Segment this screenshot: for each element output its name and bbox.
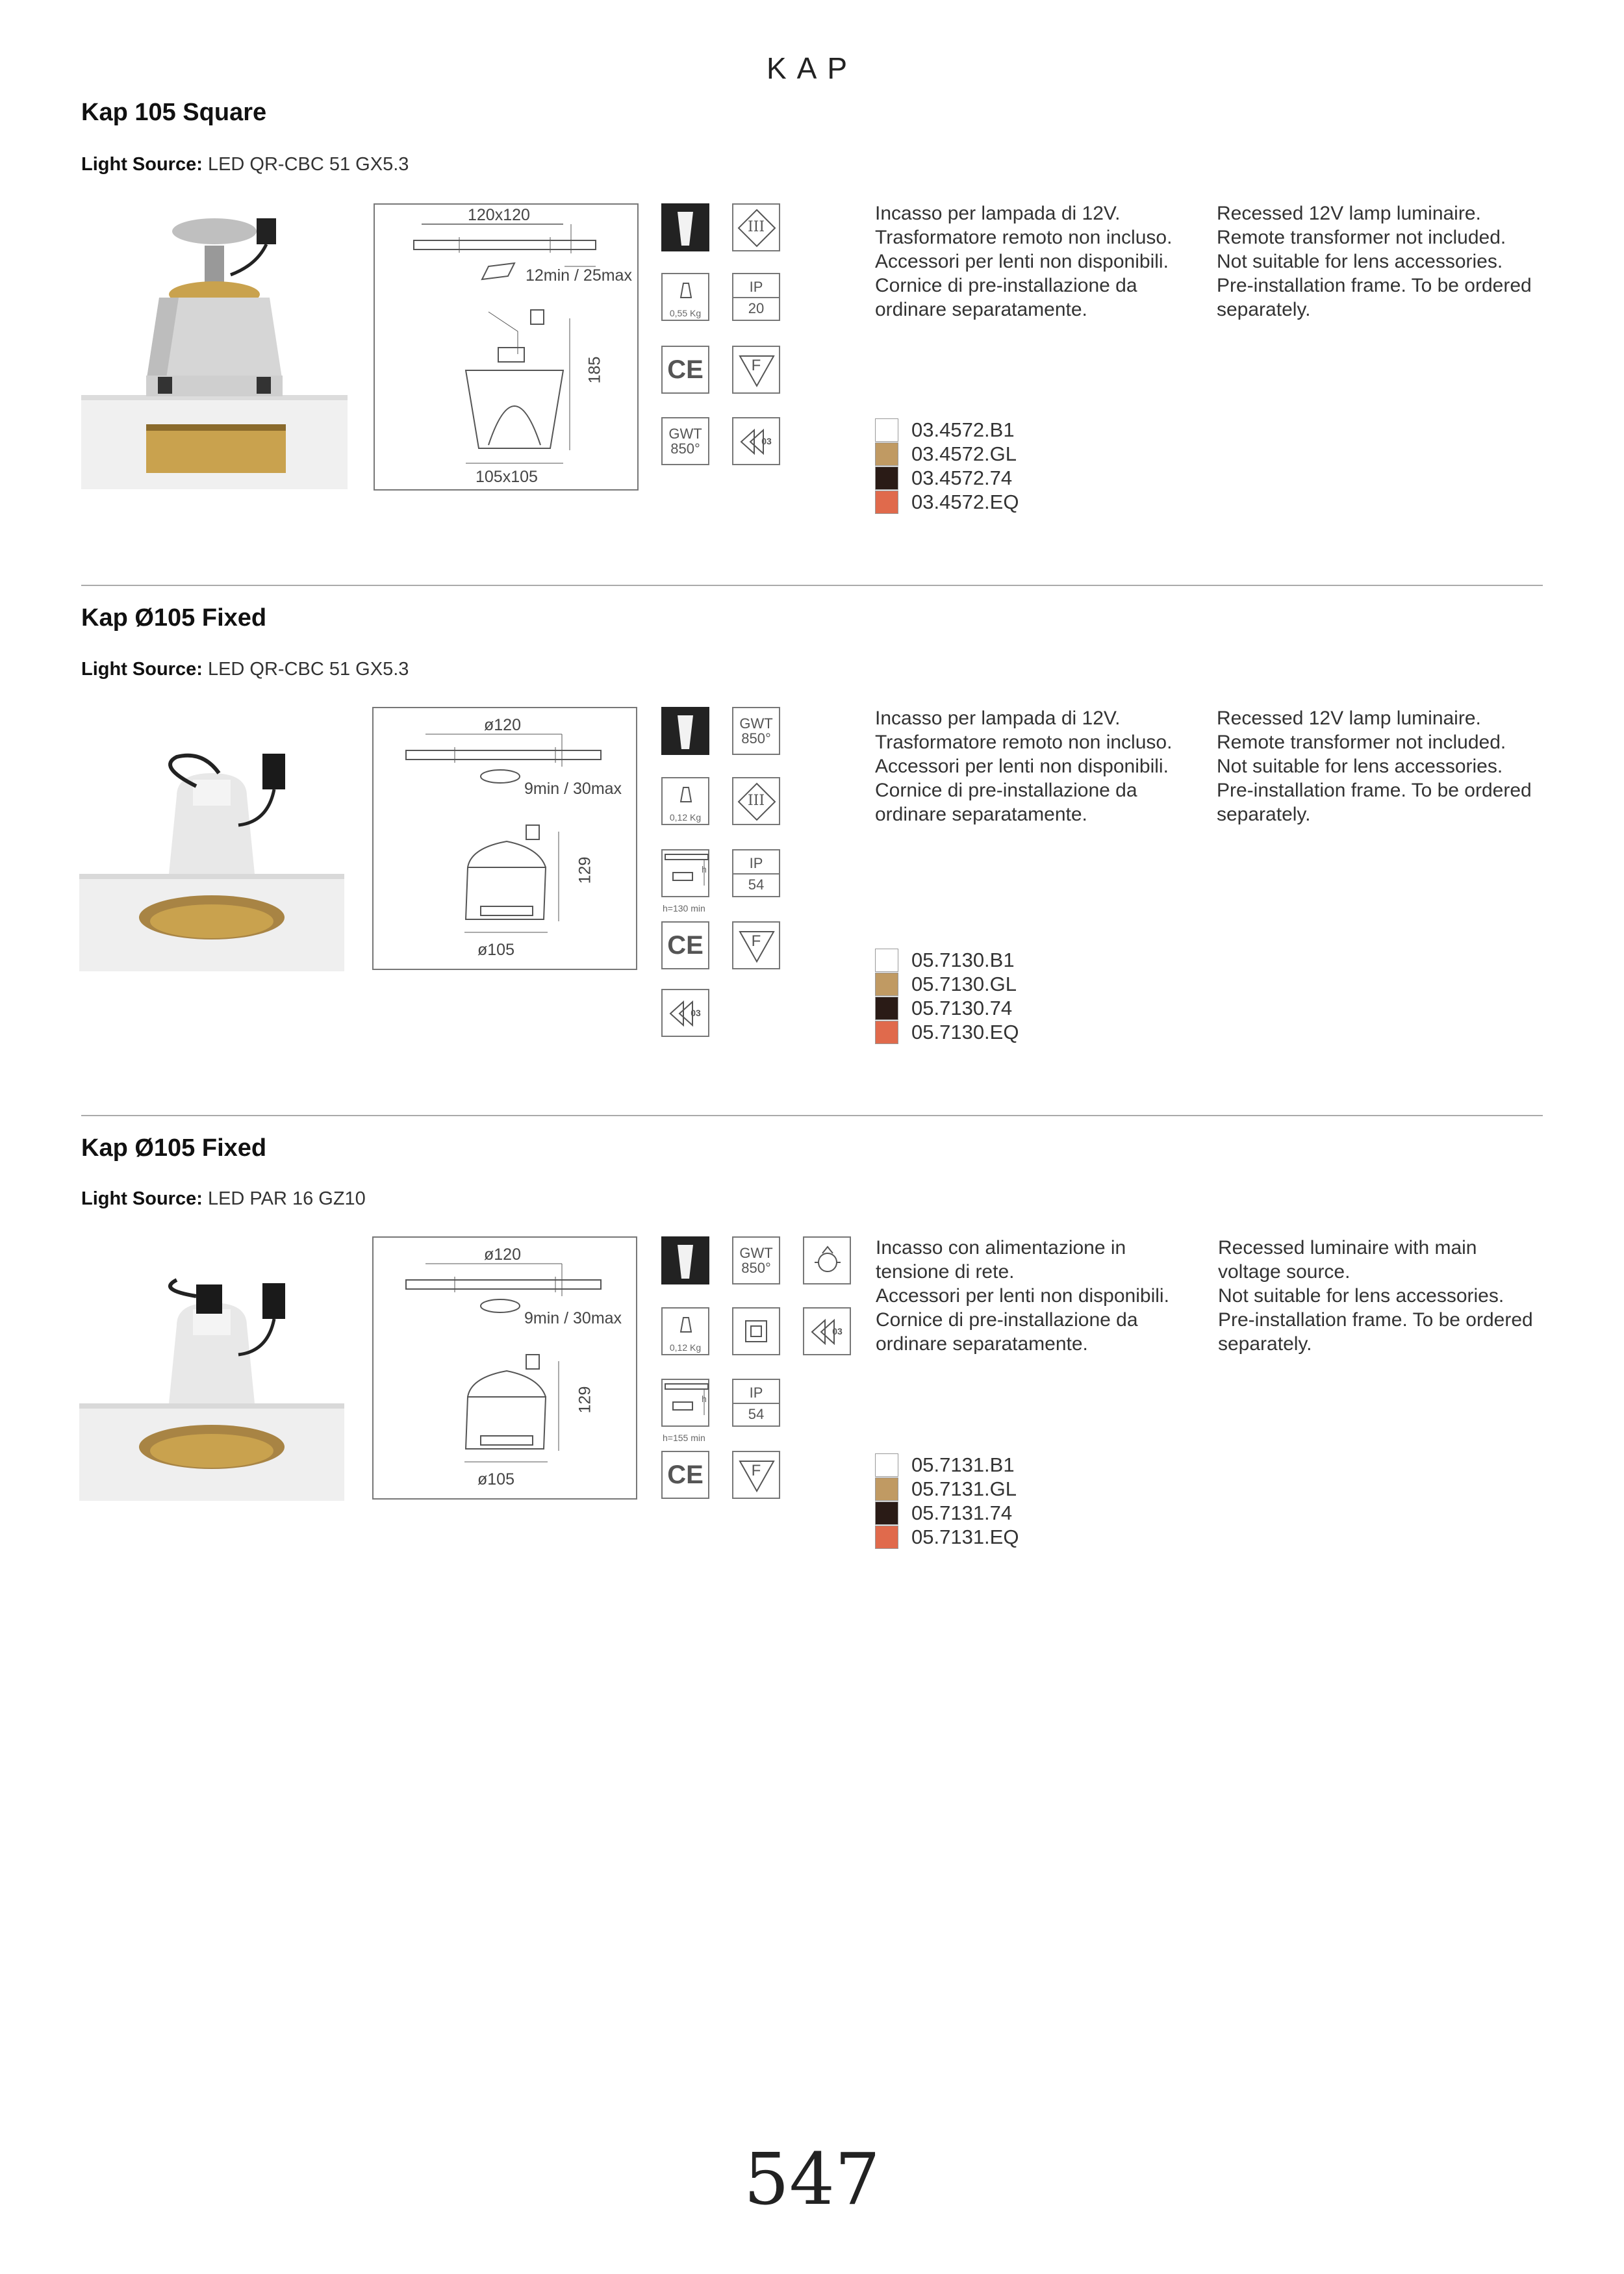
color-swatch [875, 491, 898, 514]
code-row: 05.7130.EQ [875, 1020, 1019, 1044]
drawing-lines [374, 708, 636, 969]
drawing-top-dimension: ø120 [484, 716, 521, 734]
drawing-depth-dimension: 9min / 30max [524, 1309, 622, 1327]
drawing-depth-dimension: 12min / 25max [526, 266, 632, 285]
drawing-height-dimension: 129 [576, 1386, 594, 1414]
weight-icon: 0,12 Kg [661, 1307, 709, 1355]
product-title: Kap Ø105 Fixed [81, 1134, 267, 1162]
color-swatch [875, 1526, 898, 1549]
drawing-top-dimension: 120x120 [468, 206, 530, 224]
f-mark-icon: F [732, 346, 780, 394]
color-swatch [875, 1021, 898, 1044]
energy-class-icon: 03 [803, 1307, 851, 1355]
brand-header: KAP [766, 51, 858, 85]
ip-rating-icon: IP 54 [732, 849, 780, 897]
gwt-icon: GWT 850° [661, 417, 709, 465]
section-divider [81, 1115, 1543, 1116]
product-codes [875, 1453, 1019, 1549]
code-row: 05.7130.B1 [875, 948, 1019, 972]
gwt-icon: GWT 850° [732, 707, 780, 755]
ce-mark-icon: CE [661, 1451, 709, 1499]
section-divider [81, 585, 1543, 586]
beam-icon [661, 707, 709, 755]
color-swatch [875, 949, 898, 972]
drawing-bottom-dimension: ø105 [477, 941, 514, 959]
light-source: Light Source: LED QR-CBC 51 GX5.3 [81, 154, 409, 175]
code-row: 05.7131.GL [875, 1477, 1019, 1501]
color-swatch [875, 1501, 898, 1525]
product-photo [81, 207, 348, 489]
code-row: 03.4572.B1 [875, 418, 1019, 442]
description-english: Recessed luminaire with main voltage source. Not suitable for lens accessories. Pre-installation frame. To be ordered separately. [1218, 1237, 1533, 1355]
light-source: Light Source: LED QR-CBC 51 GX5.3 [81, 659, 409, 680]
drawing-height-dimension: 185 [585, 356, 604, 384]
page-number: 547 [744, 2138, 880, 2221]
color-swatch [875, 1477, 898, 1501]
product-photo [79, 1277, 344, 1501]
technical-drawing [372, 1236, 637, 1500]
description-english: Recessed 12V lamp luminaire. Remote transformer not included. Not suitable for lens accessories. Pre-installation frame. To be ordered separately. [1217, 203, 1532, 320]
drawing-lines [374, 1238, 636, 1498]
technical-drawing [374, 203, 639, 491]
color-swatch [875, 442, 898, 466]
color-swatch [875, 1453, 898, 1477]
color-swatch [875, 973, 898, 996]
code-row: 05.7131.EQ [875, 1525, 1019, 1549]
color-swatch [875, 418, 898, 442]
code-row: 05.7130.74 [875, 996, 1019, 1020]
drawing-height-dimension: 129 [576, 856, 594, 884]
beam-icon [661, 1236, 709, 1284]
description-italian: Incasso per lampada di 12V. Trasformatore remoto non incluso. Accessori per lenti non disponibili. Cornice di pre-installazione da ordinare separatamente. [875, 203, 1173, 320]
technical-drawing [372, 707, 637, 970]
weight-icon: 0,55 Kg [661, 273, 709, 321]
description-english: Recessed 12V lamp luminaire. Remote transformer not included. Not suitable for lens accessories. Pre-installation frame. To be ordered separately. [1217, 708, 1532, 825]
class-iii-icon: III [732, 203, 780, 251]
code-row: 05.7131.74 [875, 1501, 1019, 1525]
installation-depth-icon: h [661, 1379, 709, 1427]
light-source: Light Source: LED PAR 16 GZ10 [81, 1188, 366, 1209]
energy-class-icon: 03 [732, 417, 780, 465]
installation-depth-note: h=130 min [663, 903, 705, 913]
product-codes [875, 948, 1019, 1044]
description-italian: Incasso con alimentazione in tensione di rete. Accessori per lenti non disponibili. Cornice di pre-installazione da ordinare separatamente. [876, 1237, 1169, 1355]
code-row: 05.7130.GL [875, 972, 1019, 996]
beam-icon [661, 203, 709, 251]
code-row: 03.4572.GL [875, 442, 1019, 466]
installation-depth-icon: h [661, 849, 709, 897]
ce-mark-icon: CE [661, 346, 709, 394]
f-mark-icon: F [732, 1451, 780, 1499]
ce-mark-icon: CE [661, 921, 709, 969]
weight-icon: 0,12 Kg [661, 777, 709, 825]
class-ii-icon [732, 1307, 780, 1355]
gwt-icon: GWT 850° [732, 1236, 780, 1284]
installation-depth-note: h=155 min [663, 1433, 705, 1443]
drawing-depth-dimension: 9min / 30max [524, 780, 622, 798]
code-row: 03.4572.EQ [875, 490, 1019, 514]
description-italian: Incasso per lampada di 12V. Trasformatore remoto non incluso. Accessori per lenti non disponibili. Cornice di pre-installazione da ordinare separatamente. [875, 708, 1173, 825]
energy-class-icon: 03 [661, 989, 709, 1037]
product-title: Kap 105 Square [81, 99, 267, 126]
product-title: Kap Ø105 Fixed [81, 604, 267, 632]
product-photo [79, 747, 344, 971]
code-row: 03.4572.74 [875, 466, 1019, 490]
drawing-bottom-dimension: 105x105 [476, 468, 538, 486]
drawing-lines [375, 205, 637, 489]
ip-rating-icon: IP 54 [732, 1379, 780, 1427]
code-row: 05.7131.B1 [875, 1453, 1019, 1477]
drawing-top-dimension: ø120 [484, 1246, 521, 1264]
product-codes [875, 418, 1019, 514]
drawing-bottom-dimension: ø105 [477, 1470, 514, 1488]
f-mark-icon: F [732, 921, 780, 969]
color-swatch [875, 466, 898, 490]
class-iii-icon: III [732, 777, 780, 825]
mains-voltage-icon [803, 1236, 851, 1284]
color-swatch [875, 997, 898, 1020]
ip-rating-icon: IP 20 [732, 273, 780, 321]
